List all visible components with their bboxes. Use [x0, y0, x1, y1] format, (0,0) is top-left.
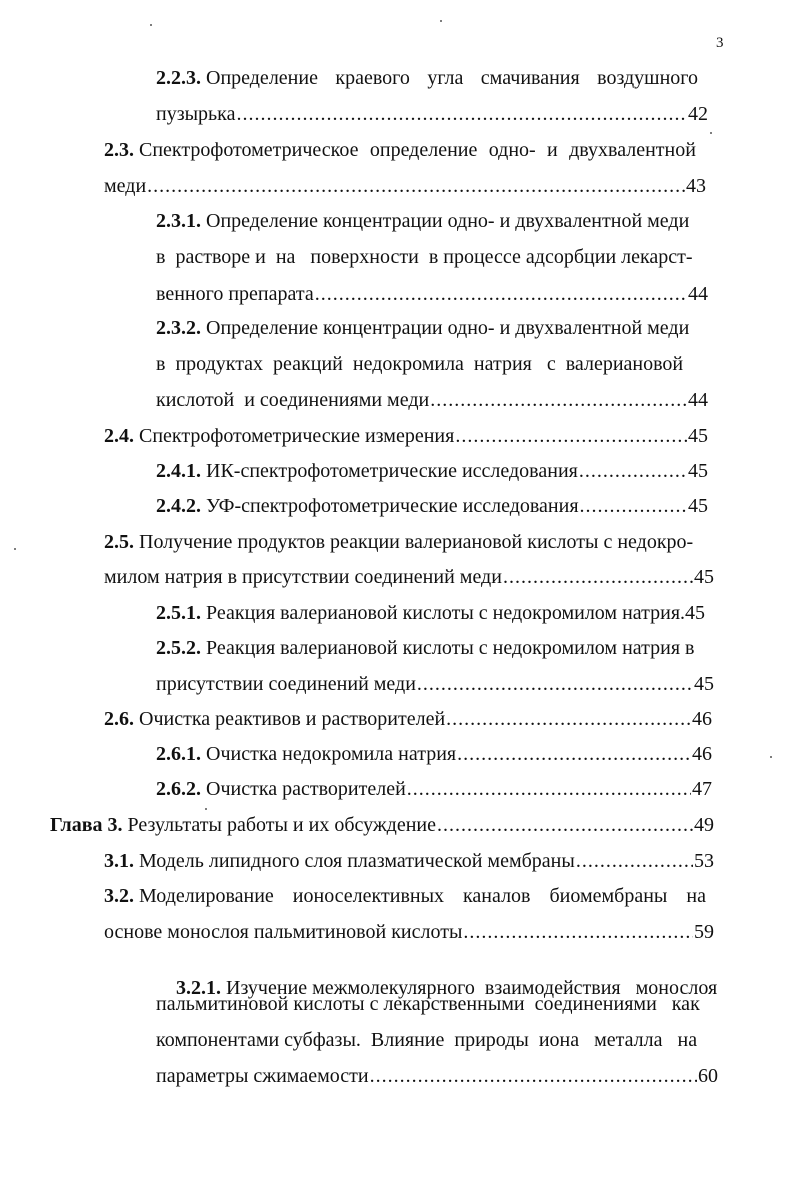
entry-number: 2.2.3.: [156, 67, 201, 89]
entry-number: 2.6.: [104, 708, 134, 730]
entry-text: ИК-спектрофотометрические исследования: [206, 460, 578, 482]
entry-page: 46: [692, 708, 712, 730]
entry-text: параметры сжимаемости: [156, 1065, 369, 1087]
page-number: 3: [716, 35, 724, 51]
scan-speck: [770, 756, 772, 758]
entry-number: 2.3.2.: [156, 317, 201, 339]
entry-page: 45: [694, 673, 714, 695]
entry-text: Спектрофотометрическое: [139, 139, 359, 161]
entry-text: венного препарата: [156, 283, 314, 305]
entry-text: Получение продуктов реакции валериановой кислоты с недокро-: [139, 531, 694, 553]
entry-text: в растворе и на поверхности в процессе адсорбции лекарст-: [156, 246, 693, 268]
entry-number: 3.1.: [104, 850, 134, 872]
entry-text: УФ-спектрофотометрические исследования: [206, 495, 579, 517]
entry-page: 43: [686, 175, 706, 197]
entry-number: 3.2.: [104, 885, 134, 907]
dot-leader: [446, 709, 691, 729]
entry-text: Определение концентрации одно- и двухвалентной меди: [206, 210, 690, 232]
entry-page: 44: [688, 283, 708, 305]
scan-speck: [710, 132, 712, 134]
entry-text: Реакция валериановой кислоты с недокромилом натрия в: [206, 637, 695, 659]
entry-text: Результаты работы и их обсуждение: [127, 814, 436, 836]
entry-text: одно-: [488, 139, 536, 161]
entry-page: 59: [694, 921, 714, 943]
dot-leader: [580, 496, 687, 516]
entry-number: 3.2.1.: [176, 977, 221, 999]
entry-text: Моделирование: [139, 885, 274, 907]
entry-page: 44: [688, 389, 708, 411]
entry-text: пальмитиновой кислоты с лекарственными соединениями как: [156, 993, 700, 1015]
entry-page: 42: [688, 103, 708, 125]
scan-speck: [440, 20, 442, 22]
entry-text: на: [686, 885, 706, 907]
entry-text: и: [547, 139, 558, 161]
dot-leader: [315, 284, 687, 304]
entry-number: Глава 3.: [50, 814, 123, 836]
entry-page: 53: [694, 850, 714, 872]
entry-text: смачивания: [480, 67, 580, 89]
entry-number: 2.4.2.: [156, 495, 201, 517]
entry-page: 49: [694, 814, 714, 836]
entry-text: присутствии соединений меди: [156, 673, 416, 695]
entry-text: Очистка недокромила натрия: [206, 743, 457, 765]
entry-number: 2.3.1.: [156, 210, 201, 232]
dot-leader: [579, 461, 687, 481]
entry-page: 46: [692, 743, 712, 765]
entry-text: ионоселективных: [292, 885, 445, 907]
entry-text: Очистка реактивов и растворителей: [139, 708, 446, 730]
entry-text: компонентами субфазы. Влияние природы иона металла на: [156, 1029, 698, 1051]
entry-text: Спектрофотометрические измерения: [139, 425, 455, 447]
entry-text: основе монослоя пальмитиновой кислоты: [104, 921, 463, 943]
scan-speck: [205, 808, 207, 810]
scan-speck: [150, 24, 152, 26]
entry-text: определение: [369, 139, 478, 161]
dot-leader: [236, 104, 687, 124]
entry-page: 45: [688, 495, 708, 517]
entry-number: 2.3.: [104, 139, 134, 161]
entry-text: Изучение межмолекулярного взаимодействия монослоя: [226, 977, 718, 999]
entry-number: 2.4.1.: [156, 460, 201, 482]
entry-text: в продуктах реакций недокромила натрия с валериановой: [156, 353, 684, 375]
dot-leader: [430, 390, 687, 410]
entry-page: 45: [694, 566, 714, 588]
entry-number: 2.4.: [104, 425, 134, 447]
dot-leader: [147, 176, 685, 196]
entry-text: угла: [427, 67, 464, 89]
scan-speck: [14, 548, 16, 550]
entry-text: каналов: [463, 885, 531, 907]
entry-number: 2.5.2.: [156, 637, 201, 659]
dot-leader: [437, 815, 693, 835]
entry-text: воздушного: [597, 67, 698, 89]
entry-text: кислотой и соединениями меди: [156, 389, 430, 411]
entry-number: 2.5.1.: [156, 602, 201, 624]
entry-number: 2.6.1.: [156, 743, 201, 765]
dot-leader: [370, 1066, 697, 1086]
entry-text: Определение концентрации одно- и двухвалентной меди: [206, 317, 690, 339]
dot-leader: [503, 567, 693, 587]
entry-number: 2.5.: [104, 531, 134, 553]
entry-text: Модель липидного слоя плазматической мембраны: [139, 850, 575, 872]
entry-page: 45: [688, 460, 708, 482]
dot-leader: [417, 674, 693, 694]
entry-text: пузырька: [156, 103, 236, 125]
entry-text: двухвалентной: [569, 139, 696, 161]
entry-page: 45: [685, 602, 706, 624]
entry-page: 45: [688, 425, 708, 447]
dot-leader: [455, 426, 687, 446]
entry-text: Очистка растворителей: [206, 778, 406, 800]
entry-text: милом натрия в присутствии соединений меди: [104, 566, 502, 588]
entry-number: 2.6.2.: [156, 778, 201, 800]
dot-leader: [463, 922, 693, 942]
dot-leader: [576, 851, 693, 871]
entry-page: 60: [698, 1065, 718, 1087]
entry-text: Определение: [206, 67, 318, 89]
entry-text: Реакция валериановой кислоты с недокромилом натрия.: [206, 602, 686, 624]
entry-page: 47: [692, 778, 712, 800]
entry-text: меди: [104, 175, 147, 197]
dot-leader: [457, 744, 691, 764]
entry-text: краевого: [335, 67, 410, 89]
dot-leader: [407, 779, 691, 799]
entry-text: биомембраны: [549, 885, 668, 907]
